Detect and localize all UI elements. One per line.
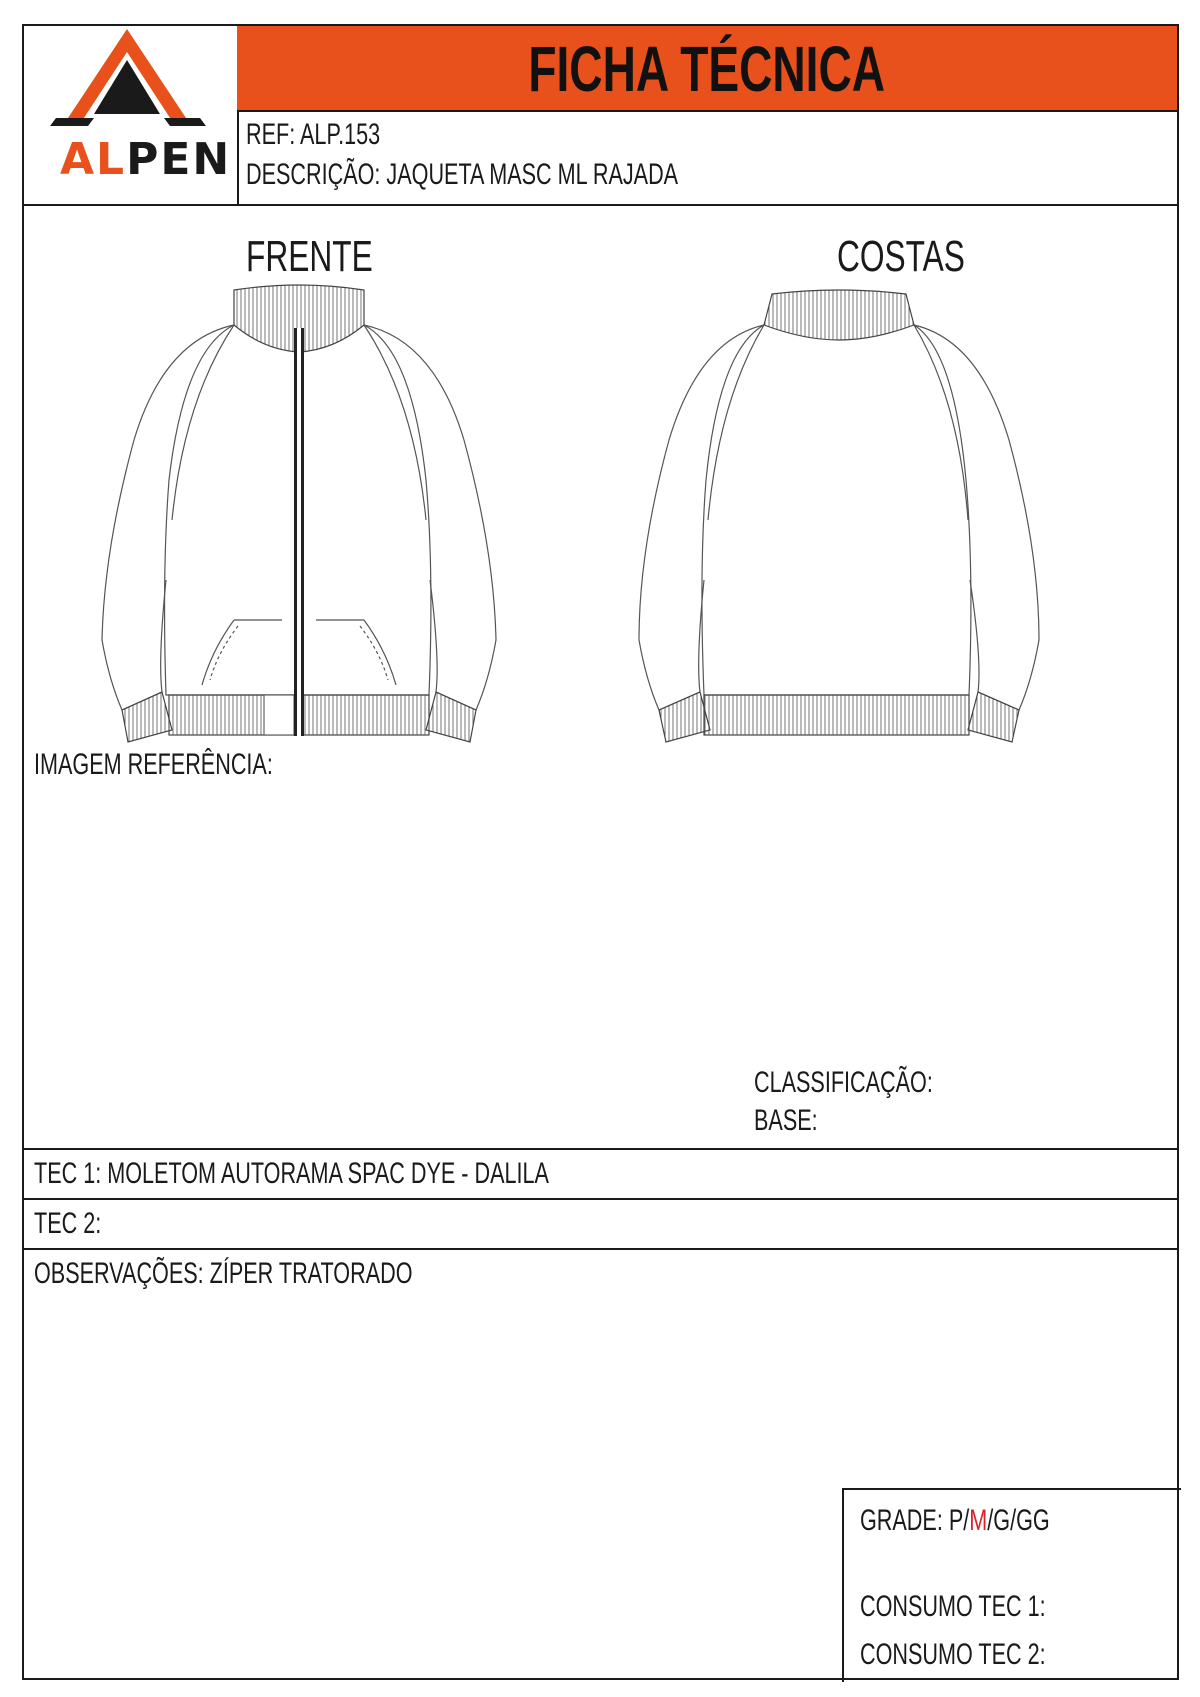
tec2-line bbox=[34, 1207, 127, 1241]
reference-divider bbox=[24, 1148, 1177, 1150]
jacket-back-sketch-icon bbox=[624, 280, 1064, 800]
observations-label: OBSERVAÇÕES: bbox=[34, 1257, 204, 1290]
grade-box bbox=[842, 1488, 1181, 1682]
consumo-tec1-label: CONSUMO TEC 1: bbox=[860, 1590, 1046, 1623]
alpen-mountain-logo-icon bbox=[24, 26, 237, 136]
title-bar bbox=[237, 26, 1177, 112]
classificacao-label: CLASSIFICAÇÃO: bbox=[754, 1066, 933, 1099]
reference-image-label: IMAGEM REFERÊNCIA: bbox=[34, 748, 273, 781]
tec1-divider bbox=[24, 1198, 1177, 1200]
jacket-front-sketch-icon bbox=[84, 280, 524, 800]
size-separator: / bbox=[987, 1504, 994, 1537]
header-divider bbox=[24, 204, 1177, 206]
observations-value: ZÍPER TRATORADO bbox=[209, 1257, 413, 1290]
tech-sheet bbox=[22, 24, 1179, 1680]
consumo-tec2-label: CONSUMO TEC 2: bbox=[860, 1638, 1046, 1671]
size-separator: / bbox=[1010, 1504, 1017, 1537]
tec2-divider bbox=[24, 1248, 1177, 1250]
page-title: FICHA TÉCNICA bbox=[528, 33, 886, 105]
description-value: JAQUETA MASC ML RAJADA bbox=[386, 158, 679, 191]
description-line bbox=[246, 158, 846, 192]
size-separator: / bbox=[963, 1504, 970, 1537]
size-gg: GG bbox=[1016, 1504, 1050, 1537]
base-label: BASE: bbox=[754, 1104, 818, 1137]
size-m-selected: M bbox=[969, 1504, 988, 1537]
ref-label: REF: bbox=[246, 118, 296, 151]
tec1-line bbox=[34, 1157, 749, 1191]
description-label: DESCRIÇÃO: bbox=[246, 158, 381, 191]
tec1-label: TEC 1: bbox=[34, 1157, 102, 1190]
observations-line bbox=[34, 1257, 560, 1291]
tec1-value: MOLETOM AUTORAMA SPAC DYE - DALILA bbox=[107, 1157, 549, 1190]
size-p: P bbox=[948, 1504, 964, 1537]
back-view-label: COSTAS bbox=[837, 232, 965, 281]
ref-line bbox=[246, 118, 432, 152]
ref-value: ALP.153 bbox=[300, 118, 381, 151]
grade-line bbox=[860, 1504, 1123, 1538]
logo-wordmark: ALPEN bbox=[60, 134, 232, 185]
grade-label: GRADE: bbox=[860, 1504, 943, 1537]
tec2-label: TEC 2: bbox=[34, 1207, 102, 1240]
logo-box bbox=[24, 26, 239, 204]
front-view-label: FRENTE bbox=[246, 232, 373, 281]
size-g: G bbox=[993, 1504, 1011, 1537]
